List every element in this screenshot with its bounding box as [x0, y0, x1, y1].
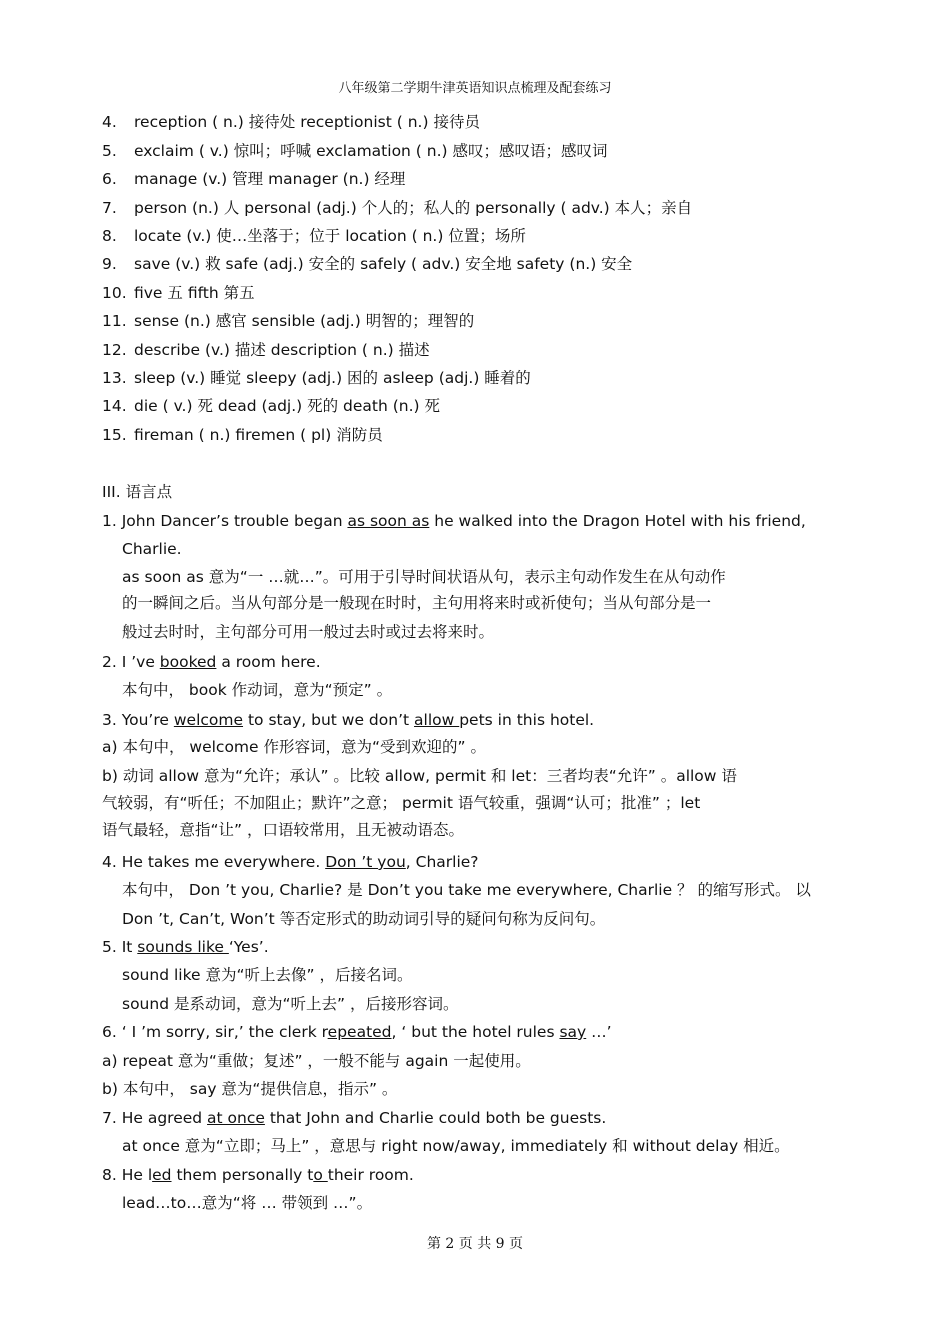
point-4-note: 本句中， Don ’t you, Charlie? 是 Don’t you take me everywhere, Charlie ？ 的缩写形式。 以	[122, 881, 811, 899]
point-5-note: sound like 意为“听上去像” ，后接名词。	[122, 966, 413, 984]
point-6-a: a) repeat 意为“重做；复述” ，一般不能与 again 一起使用。	[102, 1052, 531, 1070]
vocab-item: 14. die ( v.) 死 dead (adj.) 死的 death (n.) 死	[102, 397, 441, 415]
point-3-b: 气较弱，有“听任；不加阻止；默许”之意； permit 语气较重，强调“认可；批准” ；let	[102, 794, 701, 812]
point-2: 2. I ’ve booked a room here.	[102, 653, 321, 671]
page-header: 八年级第二学期牛津英语知识点梳理及配套练习	[338, 81, 612, 96]
vocab-item: 5. exclaim ( v.) 惊叫；呼喊 exclamation ( n.) 感叹；感叹语；感叹词	[102, 142, 608, 160]
vocab-item: 4. reception ( n.) 接待处 receptionist ( n.) 接待员	[102, 113, 480, 131]
section-title: III. 语言点	[102, 483, 173, 501]
point-3-b: 语气最轻，意指“让” ，口语较常用，且无被动语态。	[102, 821, 464, 839]
point-1-note: 般过去时时，主句部分可用一般过去时或过去将来时。	[122, 623, 495, 641]
point-3-b: b) 动词 allow 意为“允许；承认” 。比较 allow, permit 和 let：三者均表“允许” 。allow 语	[102, 767, 737, 785]
point-1-note: 的一瞬间之后。当从句部分是一般现在时时，主句用将来时或祈使句；当从句部分是一	[122, 594, 712, 612]
point-1-note: as soon as 意为“一 …就…”。可用于引导时间状语从句，表示主句动作发生在从句动作	[122, 568, 726, 586]
point-3: 3. You’re welcome to stay, but we don’t allow pets in this hotel.	[102, 711, 595, 729]
point-4-note: Don ’t, Can’t, Won’t 等否定形式的助动词引导的疑问句称为反问句。	[122, 910, 606, 928]
vocab-item: 15. fireman ( n.) firemen ( pl) 消防员	[102, 426, 383, 444]
point-8: 8. He led them personally to their room.	[102, 1166, 414, 1184]
point-1: 1. John Dancer’s trouble began as soon as he walked into the Dragon Hotel with his friend,	[102, 512, 806, 530]
point-6: 6. ‘ I ’m sorry, sir,’ the clerk repeated, ‘ but the hotel rules say …’	[102, 1023, 612, 1041]
vocab-item: 10. five 五 fifth 第五	[102, 284, 255, 302]
point-5-note: sound 是系动词，意为“听上去” ，后接形容词。	[122, 995, 459, 1013]
point-4: 4. He takes me everywhere. Don ’t you, Charlie?	[102, 853, 479, 871]
vocab-item: 7. person (n.) 人 personal (adj.) 个人的；私人的 personally ( adv.) 本人；亲自	[102, 199, 693, 217]
vocab-item: 13. sleep (v.) 睡觉 sleepy (adj.) 困的 asleep (adj.) 睡着的	[102, 369, 531, 387]
vocab-item: 8. locate (v.) 使…坐落于；位于 location ( n.) 位置；场所	[102, 227, 526, 245]
point-7: 7. He agreed at once that John and Charlie could both be guests.	[102, 1109, 607, 1127]
vocab-item: 12. describe (v.) 描述 description ( n.) 描述	[102, 341, 430, 359]
page-footer: 第 2 页 共 9 页	[426, 1236, 524, 1252]
point-2-note: 本句中， book 作动词，意为“预定” 。	[122, 681, 393, 699]
point-5: 5. It sounds like ‘Yes’.	[102, 938, 269, 956]
vocab-item: 6. manage (v.) 管理 manager (n.) 经理	[102, 170, 406, 188]
point-7-note: at once 意为“立即；马上” ，意思与 right now/away, immediately 和 without delay 相近。	[122, 1137, 790, 1155]
point-8-note: lead…to…意为“将 … 带领到 …”。	[122, 1194, 373, 1212]
point-6-b: b) 本句中， say 意为“提供信息，指示” 。	[102, 1080, 398, 1098]
vocab-item: 9. save (v.) 救 safe (adj.) 安全的 safely ( adv.) 安全地 safety (n.) 安全	[102, 255, 633, 273]
point-3-a: a) 本句中， welcome 作形容词，意为“受到欢迎的” 。	[102, 738, 486, 756]
point-1-cont: Charlie.	[122, 540, 182, 558]
vocab-item: 11. sense (n.) 感官 sensible (adj.) 明智的；理智的	[102, 312, 475, 330]
